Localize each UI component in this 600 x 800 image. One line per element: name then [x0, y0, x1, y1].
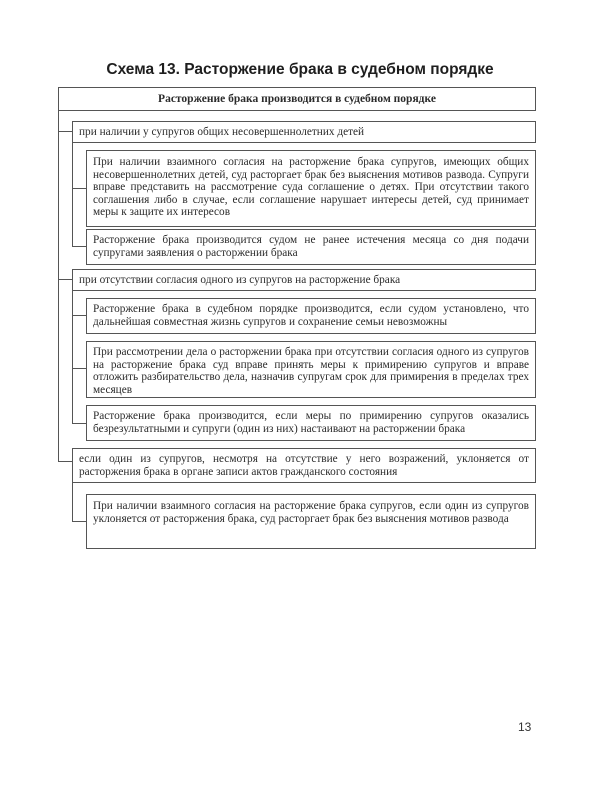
connector-tick [58, 279, 72, 280]
connector-tick [72, 315, 86, 316]
outer-connector-line [58, 87, 59, 462]
group-2-label: при отсутствии согласия одного из супругов на расторжение брака [79, 274, 401, 286]
group-3-item-1-text: При наличии взаимного согласия на расторжение брака супругов, если один из супругов уклоняется от расторжения брака, суд расторгает брак без выяснения мотивов развода [93, 500, 529, 525]
group-1-label: при наличии у супругов общих несовершеннолетних детей [79, 126, 365, 138]
group-2-item-2 [86, 341, 536, 398]
outer-box-right-edge [535, 87, 536, 111]
connector-tick [58, 461, 72, 462]
scheme-header-text: Расторжение брака производится в судебном порядке [158, 93, 436, 105]
group-1-item-2-text: Расторжение брака производится судом не ранее истечения месяца со дня подачи супругами заявления о расторжении брака [93, 234, 529, 259]
group-1-item-1 [86, 150, 536, 227]
connector-tick [58, 131, 72, 132]
group-3-item-1 [86, 494, 536, 549]
connector-tick [72, 246, 86, 247]
group-3-label: если один из супругов, несмотря на отсутствие у него возражений, уклоняется от расторжения брака в органе записи актов гражданского состояния [79, 453, 529, 478]
header-bottom-line [58, 110, 536, 111]
group-2-item-3 [86, 405, 536, 441]
scheme-header [58, 87, 536, 111]
group-1-item-2 [86, 229, 536, 265]
group-3-label-box [72, 448, 536, 483]
page-number: 13 [518, 720, 532, 734]
group-2-connector [72, 290, 73, 423]
group-1-connector [72, 142, 73, 246]
group-1-item-1-text: При наличии взаимного согласия на расторжение брака супругов, имеющих общих несовершеннолетних детей, суд расторгает брак без выяснения мотивов развода. Супруги вправе представить на рассмотрение суда соглашение о детях. При отсутствии такого соглашения либо в случае, если соглашение нарушает интересы детей, суд принимает меры к защите их интересов [93, 156, 529, 219]
connector-tick [72, 368, 86, 369]
group-1-label-box [72, 121, 536, 143]
group-3-connector [72, 482, 73, 521]
group-2-item-2-text: При рассмотрении дела о расторжении брака при отсутствии согласия одного из супругов на расторжение брака суд вправе принять меры к примирению супругов и вправе отложить разбирательство дела, назначив супругам срок для примирения в пределах трех месяцев [93, 346, 529, 396]
connector-tick [72, 423, 86, 424]
group-2-item-1-text: Расторжение брака в судебном порядке производится, если судом установлено, что дальнейшая совместная жизнь супругов и сохранение семьи невозможны [93, 303, 529, 328]
scheme-title: Схема 13. Расторжение брака в судебном порядке [106, 61, 494, 78]
group-2-label-box [72, 269, 536, 291]
connector-tick [72, 188, 86, 189]
group-2-item-1 [86, 298, 536, 334]
group-2-item-3-text: Расторжение брака производится, если меры по примирению супругов оказались безрезультатными и супруги (один из них) настаивают на расторжении брака [93, 410, 529, 435]
connector-tick [72, 521, 86, 522]
